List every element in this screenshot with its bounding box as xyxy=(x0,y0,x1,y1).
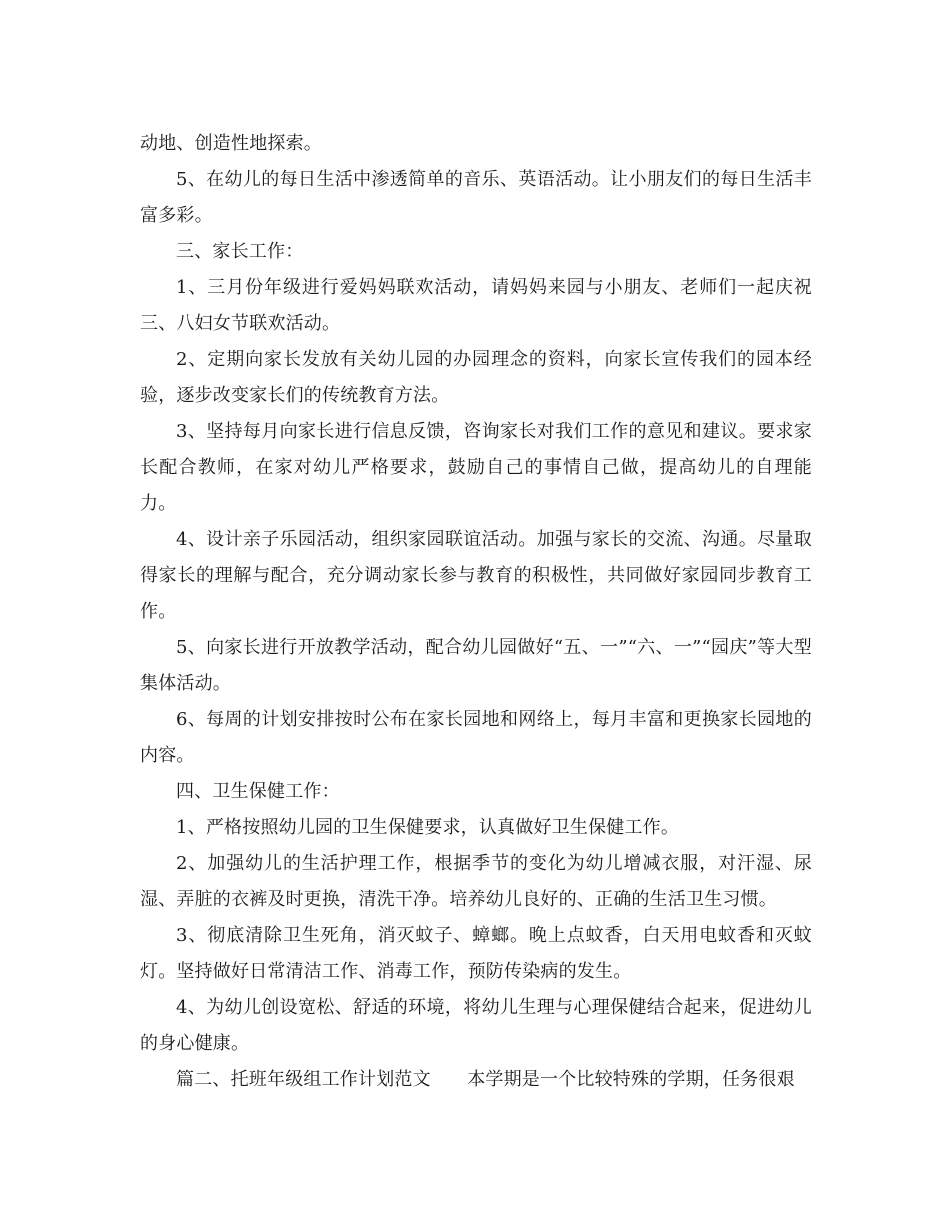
section-heading: 四、卫生保健工作： xyxy=(176,781,340,802)
paragraph: 1、严格按照幼儿园的卫生保健要求，认真做好卫生保健工作。 xyxy=(176,817,680,838)
paragraph: 1、三月份年级进行爱妈妈联欢活动，请妈妈来园与小朋友、老师们一起庆祝三、八妇女节联欢活动。 xyxy=(140,277,812,334)
section-heading: 三、家长工作： xyxy=(176,241,304,262)
paragraph: 2、定期向家长发放有关幼儿园的办园理念的资料，向家长宣传我们的园本经验，逐步改变家长们的传统教育方法。 xyxy=(140,349,812,406)
paragraph: 动地、创造性地探索。 xyxy=(140,133,322,154)
paragraph: 6、每周的计划安排按时公布在家长园地和网络上，每月丰富和更换家长园地的内容。 xyxy=(140,709,812,766)
paragraph: 篇二、托班年级组工作计划范文 本学期是一个比较特殊的学期，任务很艰 xyxy=(176,1069,795,1090)
paragraph: 5、向家长进行开放教学活动，配合幼儿园做好“五、一”“六、一”“园庆”等大型集体活动。 xyxy=(140,637,812,694)
paragraph: 3、坚持每月向家长进行信息反馈，咨询家长对我们工作的意见和建议。要求家长配合教师，在家对幼儿严格要求，鼓励自己的事情自己做，提高幼儿的自理能力。 xyxy=(140,421,812,514)
paragraph: 3、彻底清除卫生死角，消灭蚊子、蟑螂。晚上点蚊香，白天用电蚊香和灭蚊灯。坚持做好日常清洁工作、消毒工作，预防传染病的发生。 xyxy=(140,925,812,982)
paragraph: 5、在幼儿的每日生活中渗透简单的音乐、英语活动。让小朋友们的每日生活丰富多彩。 xyxy=(140,169,812,226)
paragraph: 4、设计亲子乐园活动，组织家园联谊活动。加强与家长的交流、沟通。尽量取得家长的理解与配合，充分调动家长参与教育的积极性，共同做好家园同步教育工作。 xyxy=(140,529,812,622)
paragraph: 2、加强幼儿的生活护理工作，根据季节的变化为幼儿增减衣服，对汗湿、尿湿、弄脏的衣裤及时更换，清洗干净。培养幼儿良好的、正确的生活卫生习惯。 xyxy=(140,853,812,910)
paragraph: 4、为幼儿创设宽松、舒适的环境，将幼儿生理与心理保健结合起来，促进幼儿的身心健康。 xyxy=(140,997,812,1054)
document-body xyxy=(140,126,812,1098)
